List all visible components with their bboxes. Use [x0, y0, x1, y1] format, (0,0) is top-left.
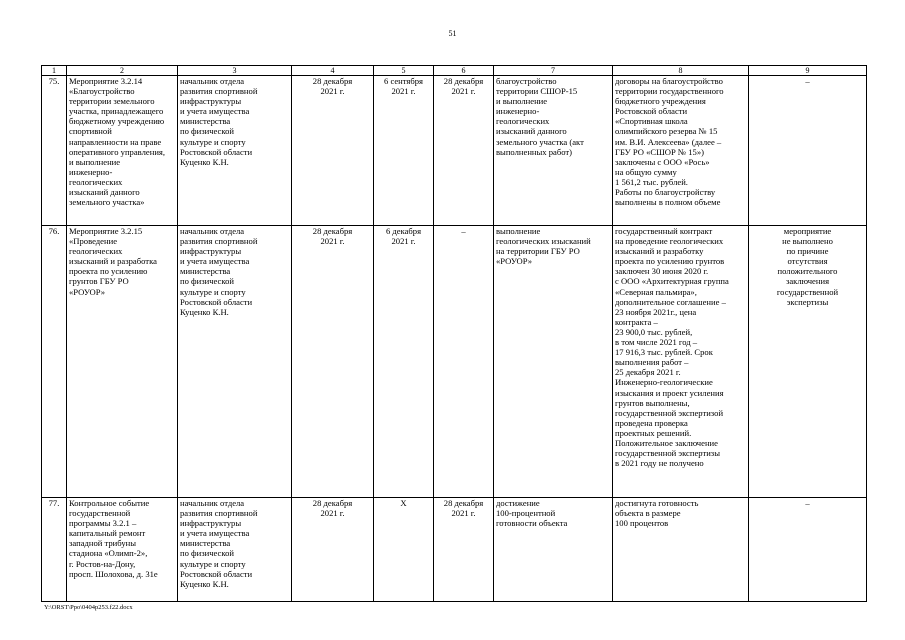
cell-text-line: инфраструктуры — [180, 518, 242, 529]
cell-text-line: не выполнено — [782, 236, 833, 247]
cell-text-line: начальник отдела — [180, 226, 245, 236]
column-header: 8 — [613, 66, 749, 76]
cell-text-line: проекта по усилению — [69, 266, 148, 277]
cell-text-line: 2021 г. — [320, 86, 345, 97]
cell-text-line: по причине — [786, 246, 829, 257]
cell-text-line: 1 561,2 тыс. рублей. — [615, 176, 688, 187]
cell-text-line: дополнительное соглашение – — [615, 296, 726, 307]
cell-text-line: стадиона «Олимп-2», — [69, 548, 148, 559]
actual-start-date-cell — [374, 76, 434, 226]
cell-text-line: земельного участка (акт — [496, 136, 584, 147]
cell-text-line: ГБУ РО «СШОР № 15») — [615, 146, 705, 157]
cell-text-line: «Северная пальмира», — [615, 286, 697, 297]
cell-text-line: «Проведение — [69, 236, 118, 247]
cell-text-line: Мероприятие 3.2.14 — [69, 76, 143, 86]
cell-text-line: 6 декабря — [385, 226, 422, 236]
cell-text-line: выполнены в полном объеме — [615, 197, 721, 208]
cell-text-line: по физической — [180, 548, 235, 559]
cell-text-line: 23 900,0 тыс. рублей, — [615, 326, 693, 337]
row-number-cell: 76. — [42, 226, 67, 498]
responsible-person-cell — [178, 226, 292, 498]
cell-text-line: X — [400, 498, 407, 508]
responsible-person-cell — [178, 498, 292, 602]
column-header: 1 — [42, 66, 67, 76]
event-name-cell — [67, 76, 178, 226]
cell-text-line: Работы по благоустройству — [615, 187, 716, 198]
cell-text-line: участка, принадлежащего — [69, 106, 164, 117]
cell-text-line: просп. Шолохова, д. 31е — [69, 568, 158, 579]
cell-text-line: «Благоустройство — [69, 86, 135, 97]
cell-text-line: Контрольное событие — [69, 498, 150, 508]
cell-text-line: геологических изысканий — [496, 236, 591, 247]
actual-end-date-cell — [434, 76, 494, 226]
cell-text-line: капитальный ремонт — [69, 528, 146, 539]
actual-end-date-cell — [434, 226, 494, 498]
cell-text-line: развития спортивной — [180, 236, 258, 247]
cell-text-line: достигнута готовность — [615, 498, 699, 508]
cell-text-line: государственной экспертизы — [615, 448, 720, 459]
column-header: 4 — [292, 66, 374, 76]
cell-text-line: благоустройство — [496, 76, 557, 86]
cell-text-line: изысканий и разработку — [615, 246, 704, 257]
cell-text-line: и учета имущества — [180, 256, 250, 267]
actual-start-date-cell — [374, 498, 434, 602]
cell-text-line: и выполнение — [69, 156, 121, 167]
cell-text-line: инженерно- — [496, 106, 540, 117]
cell-text-line: 2021 г. — [391, 86, 416, 97]
cell-text-line: 100-процентной — [496, 508, 556, 519]
table-row — [42, 226, 867, 498]
actual-result-cell — [613, 226, 749, 498]
cell-text-line: на территории ГБУ РО — [496, 246, 580, 257]
cell-text-line: 6 сентября — [384, 76, 423, 86]
actual-start-date-cell — [374, 226, 434, 498]
plan-date-cell — [292, 76, 374, 226]
cell-text-line: проектных решений. — [615, 427, 692, 438]
note-cell — [749, 76, 867, 226]
cell-text-line: культуре и спорту — [180, 136, 246, 147]
actual-result-cell — [613, 498, 749, 602]
cell-text-line: г. Ростов-на-Дону, — [69, 558, 136, 569]
column-header: 5 — [374, 66, 434, 76]
cell-text-line: положительного — [777, 266, 838, 277]
cell-text-line: достижение — [496, 498, 540, 508]
cell-text-line: государственной экспертизой — [615, 407, 724, 418]
footer-file-path: Y:\ORST\Ppo\0404p253.f22.docx — [44, 604, 133, 611]
cell-text-line: изыскания и проект усиления — [615, 387, 724, 398]
cell-text-line: Инженерно-геологические — [615, 377, 713, 388]
cell-text-line: в том числе 2021 год – — [615, 337, 698, 348]
cell-text-line: направленности на праве — [69, 136, 162, 147]
cell-text-line: развития спортивной — [180, 508, 258, 519]
cell-text-line: и учета имущества — [180, 528, 250, 539]
cell-text-line: Ростовской области — [180, 146, 253, 157]
cell-text-line: Куценко К.Н. — [180, 306, 229, 317]
cell-text-line: 25 декабря 2021 г. — [615, 367, 681, 378]
cell-text-line: Ростовской области — [180, 296, 253, 307]
cell-text-line: по физической — [180, 276, 235, 287]
cell-text-line: грунтов ГБУ РО — [69, 276, 129, 287]
cell-text-line: начальник отдела — [180, 76, 245, 86]
cell-text-line: начальник отдела — [180, 498, 245, 508]
cell-text-line: западной трибуны — [69, 538, 136, 549]
cell-text-line: инженерно- — [69, 166, 113, 177]
cell-text-line: 28 декабря — [443, 498, 484, 508]
plan-date-cell — [292, 226, 374, 498]
cell-text-line: земельного участка» — [69, 197, 145, 208]
cell-text-line: 2021 г. — [320, 508, 345, 519]
cell-text-line: программы 3.2.1 – — [69, 518, 137, 529]
column-header: 6 — [434, 66, 494, 76]
cell-text-line: проведена проверка — [615, 417, 688, 428]
cell-text-line: «РОУОР» — [69, 286, 106, 297]
cell-text-line: Ростовской области — [180, 568, 253, 579]
cell-text-line: 17 916,3 тыс. рублей. Срок — [615, 347, 713, 358]
cell-text-line: 100 процентов — [615, 518, 669, 529]
cell-text-line: бюджетного учреждения — [615, 96, 706, 107]
report-table — [41, 65, 867, 602]
cell-text-line: заключены с ООО «Рось» — [615, 156, 710, 167]
cell-text-line: и выполнение — [496, 96, 548, 107]
cell-text-line: 2021 г. — [451, 508, 476, 519]
cell-text-line: оперативного управления, — [69, 146, 166, 157]
cell-text-line: министерства — [180, 116, 231, 127]
cell-text-line: инфраструктуры — [180, 96, 242, 107]
cell-text-line: «РОУОР» — [496, 256, 533, 267]
cell-text-line: министерства — [180, 266, 231, 277]
cell-text-line: на проведение геологических — [615, 236, 724, 247]
cell-text-line: – — [805, 76, 810, 86]
cell-text-line: Куценко К.Н. — [180, 156, 229, 167]
row-number-cell: 77. — [42, 498, 67, 602]
cell-text-line: заключен 30 июня 2020 г. — [615, 266, 709, 277]
cell-text-line: 2021 г. — [391, 236, 416, 247]
cell-text-line: изысканий и разработка — [69, 256, 157, 267]
cell-text-line: и учета имущества — [180, 106, 250, 117]
expected-result-cell — [494, 498, 613, 602]
cell-text-line: объекта в размере — [615, 508, 681, 519]
cell-text-line: мероприятие — [783, 226, 832, 236]
cell-text-line: – — [461, 226, 466, 236]
cell-text-line: изысканий данного — [69, 187, 140, 198]
cell-text-line: 2021 г. — [320, 236, 345, 247]
cell-text-line: на общую сумму — [615, 166, 677, 177]
note-cell — [749, 226, 867, 498]
cell-text-line: 28 декабря — [312, 226, 353, 236]
cell-text-line: в 2021 году не получено — [615, 458, 704, 469]
cell-text-line: контракта – — [615, 316, 658, 327]
table-row — [42, 76, 867, 226]
cell-text-line: 2021 г. — [451, 86, 476, 97]
cell-text-line: 23 ноября 2021г., цена — [615, 306, 697, 317]
cell-text-line: инфраструктуры — [180, 246, 242, 257]
table-row — [42, 498, 867, 602]
cell-text-line: 28 декабря — [312, 76, 353, 86]
cell-text-line: бюджетному учреждению — [69, 116, 165, 127]
cell-text-line: территории земельного — [69, 96, 155, 107]
cell-text-line: выполненных работ) — [496, 146, 573, 157]
cell-text-line: геологических — [496, 116, 550, 127]
event-name-cell — [67, 498, 178, 602]
cell-text-line: «Спортивная школа — [615, 116, 688, 127]
cell-text-line: культуре и спорту — [180, 558, 246, 569]
cell-text-line: культуре и спорту — [180, 286, 246, 297]
cell-text-line: – — [805, 498, 810, 508]
cell-text-line: Мероприятие 3.2.15 — [69, 226, 143, 236]
cell-text-line: министерства — [180, 538, 231, 549]
cell-text-line: отсутствия — [787, 256, 828, 267]
cell-text-line: Положительное заключение — [615, 437, 718, 448]
cell-text-line: договоры на благоустройство — [615, 76, 723, 86]
column-header: 3 — [178, 66, 292, 76]
cell-text-line: с ООО «Архитектурная группа — [615, 276, 729, 287]
cell-text-line: экспертизы — [786, 296, 829, 307]
cell-text-line: государственный контракт — [615, 226, 713, 236]
column-header: 2 — [67, 66, 178, 76]
header-row — [42, 66, 867, 76]
cell-text-line: Ростовской области — [615, 106, 688, 117]
cell-text-line: 28 декабря — [443, 76, 484, 86]
row-number-cell: 75. — [42, 76, 67, 226]
cell-text-line: спортивной — [69, 126, 112, 137]
event-name-cell — [67, 226, 178, 498]
plan-date-cell — [292, 498, 374, 602]
cell-text-line: государственной — [776, 286, 839, 297]
responsible-person-cell — [178, 76, 292, 226]
cell-text-line: заключения — [785, 276, 830, 287]
cell-text-line: геологических — [69, 246, 123, 257]
cell-text-line: грунтов выполнены, — [615, 397, 690, 408]
cell-text-line: государственной — [69, 508, 131, 519]
cell-text-line: по физической — [180, 126, 235, 137]
expected-result-cell — [494, 226, 613, 498]
cell-text-line: изысканий данного — [496, 126, 567, 137]
note-cell — [749, 498, 867, 602]
column-header: 9 — [749, 66, 867, 76]
cell-text-line: 28 декабря — [312, 498, 353, 508]
cell-text-line: им. В.И. Алексеева» (далее – — [615, 136, 722, 147]
cell-text-line: олимпийского резерва № 15 — [615, 126, 718, 137]
cell-text-line: выполнения работ – — [615, 357, 689, 368]
actual-end-date-cell — [434, 498, 494, 602]
cell-text-line: Куценко К.Н. — [180, 578, 229, 589]
cell-text-line: территории государственного — [615, 86, 724, 97]
cell-text-line: развития спортивной — [180, 86, 258, 97]
cell-text-line: геологических — [69, 176, 123, 187]
cell-text-line: готовности объекта — [496, 518, 568, 529]
cell-text-line: проекта по усилению грунтов — [615, 256, 725, 267]
cell-text-line: территории СШОР-15 — [496, 86, 578, 97]
expected-result-cell — [494, 76, 613, 226]
page-number: 51 — [448, 29, 457, 38]
actual-result-cell — [613, 76, 749, 226]
cell-text-line: выполнение — [496, 226, 541, 236]
column-header: 7 — [494, 66, 613, 76]
